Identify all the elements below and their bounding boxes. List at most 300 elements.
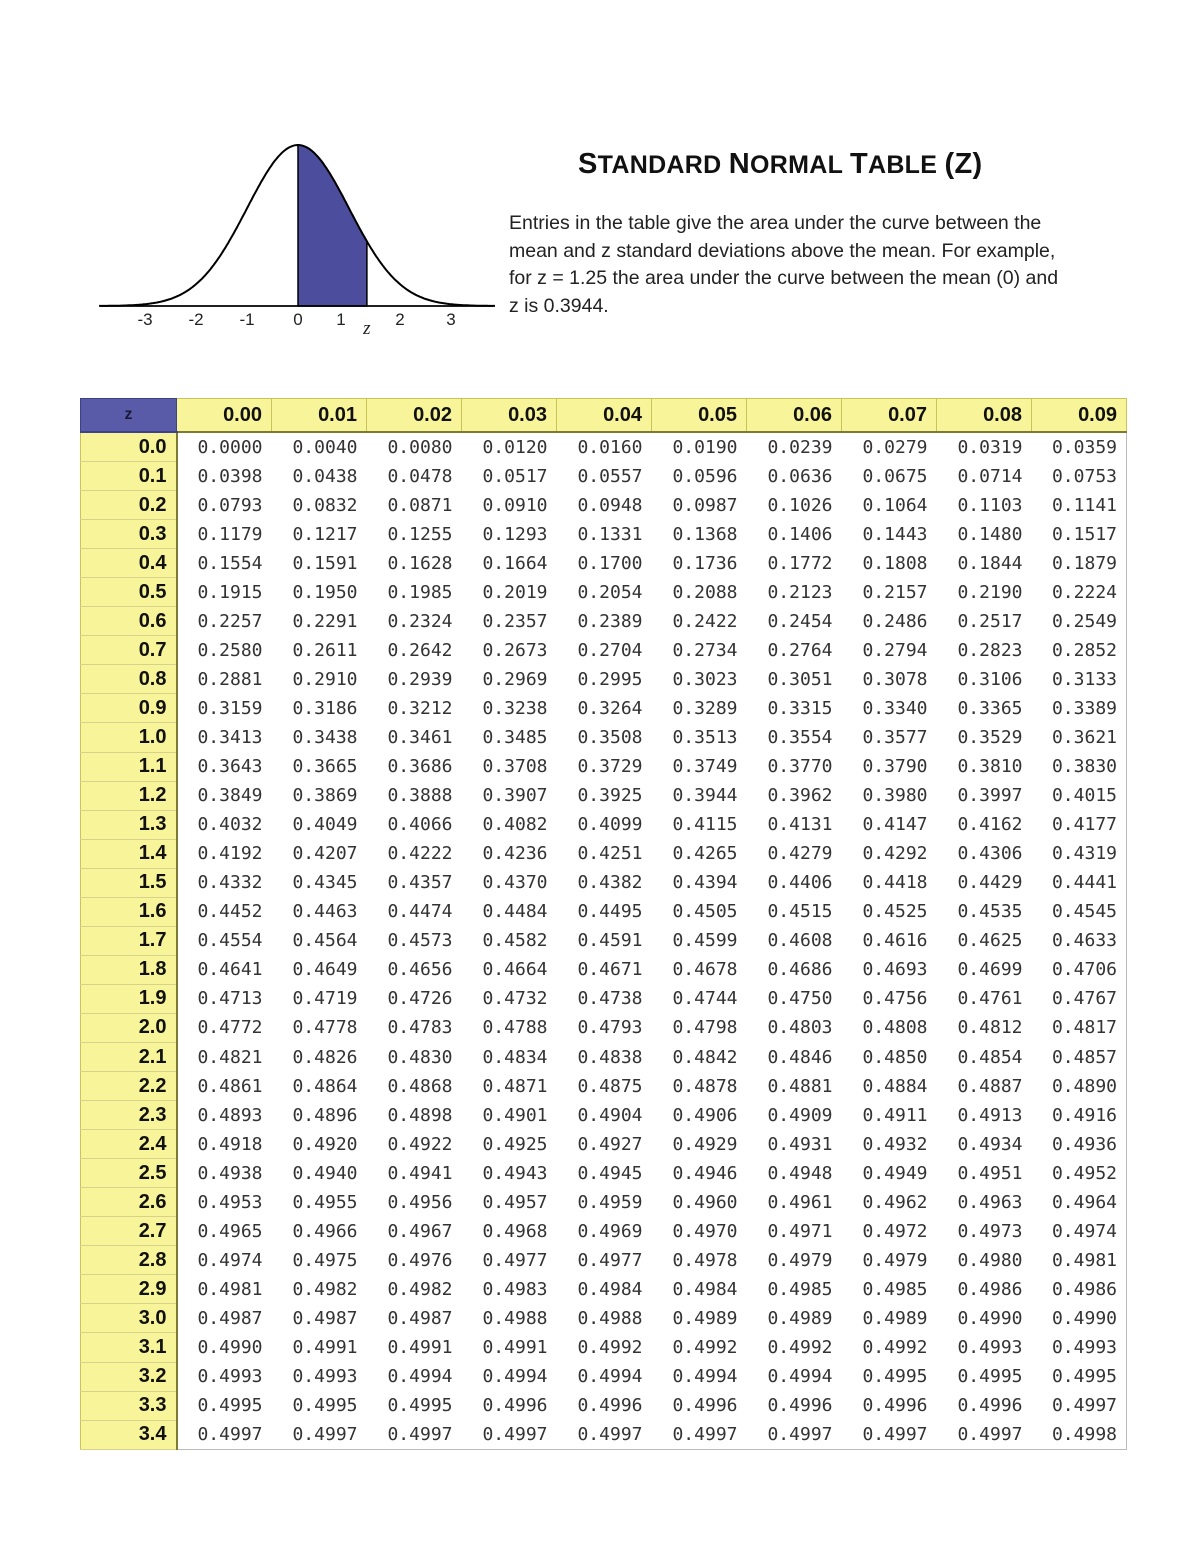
table-cell: 0.2291	[292, 610, 358, 632]
table-cell: 0.4991	[387, 1336, 453, 1358]
table-cell: 0.0793	[197, 494, 263, 516]
table-cell: 0.4279	[767, 843, 833, 865]
table-cell: 0.0910	[482, 494, 548, 516]
table-row	[81, 549, 1127, 578]
table-cell: 0.3869	[292, 785, 358, 807]
table-cell: 0.0040	[292, 436, 358, 458]
table-cell: 0.4332	[197, 872, 263, 894]
table-cell: 0.4382	[577, 872, 643, 894]
table-cell: 0.4916	[1032, 1101, 1127, 1130]
table-cell: 0.4671	[577, 959, 643, 981]
table-cell: 0.2580	[197, 639, 263, 661]
row-header: 1.4	[81, 839, 177, 868]
table-cell: 0.4990	[197, 1336, 263, 1358]
table-cell: 0.4971	[767, 1220, 833, 1242]
row-header: 1.7	[81, 926, 177, 955]
table-row	[81, 694, 1127, 723]
table-cell: 0.0080	[387, 436, 453, 458]
table-cell: 0.1591	[292, 552, 358, 574]
table-cell: 0.3186	[292, 697, 358, 719]
table-row	[81, 955, 1127, 984]
table-cell: 0.0120	[482, 436, 548, 458]
table-cell: 0.3461	[387, 726, 453, 748]
row-header: 1.8	[81, 955, 177, 984]
table-cell: 0.0636	[767, 465, 833, 487]
table-cell: 0.2422	[672, 610, 738, 632]
table-cell: 0.4996	[862, 1395, 928, 1417]
axis-tick-label: -3	[137, 310, 153, 329]
table-cell: 0.4965	[197, 1220, 263, 1242]
table-cell: 0.0596	[672, 465, 738, 487]
table-cell: 0.4975	[292, 1249, 358, 1271]
table-cell: 0.4649	[292, 959, 358, 981]
row-header: 0.2	[81, 491, 177, 520]
table-cell: 0.2257	[197, 610, 263, 632]
table-row	[81, 897, 1127, 926]
table-cell: 0.4995	[197, 1395, 263, 1417]
table-cell: 0.4955	[292, 1191, 358, 1213]
table-cell: 0.2611	[292, 639, 358, 661]
table-cell: 0.1879	[1032, 549, 1127, 578]
table-cell: 0.2549	[1032, 607, 1127, 636]
table-cell: 0.4306	[957, 843, 1023, 865]
table-cell: 0.2734	[672, 639, 738, 661]
table-cell: 0.4993	[197, 1366, 263, 1388]
row-header: 0.7	[81, 636, 177, 665]
table-cell: 0.4922	[387, 1133, 453, 1155]
table-cell: 0.4987	[197, 1307, 263, 1329]
table-row	[81, 1072, 1127, 1101]
table-cell: 0.2764	[767, 639, 833, 661]
table-row	[81, 1042, 1127, 1071]
table-cell: 0.3078	[862, 668, 928, 690]
table-cell: 0.4066	[387, 814, 453, 836]
table-cell: 0.4495	[577, 901, 643, 923]
row-header: 2.0	[81, 1013, 177, 1042]
table-cell: 0.2881	[197, 668, 263, 690]
table-cell: 0.4970	[672, 1220, 738, 1242]
row-header: 0.3	[81, 520, 177, 549]
table-cell: 0.3944	[672, 785, 738, 807]
table-cell: 0.2852	[1032, 636, 1127, 665]
table-cell: 0.1368	[672, 523, 738, 545]
row-header: 2.8	[81, 1246, 177, 1275]
table-cell: 0.4463	[292, 901, 358, 923]
table-cell: 0.4949	[862, 1162, 928, 1184]
column-header: 0.06	[747, 399, 842, 433]
table-cell: 0.4925	[482, 1133, 548, 1155]
table-cell: 0.4761	[957, 988, 1023, 1010]
table-cell: 0.4932	[862, 1133, 928, 1155]
table-cell: 0.4962	[862, 1191, 928, 1213]
table-cell: 0.2324	[387, 610, 453, 632]
table-row	[81, 1101, 1127, 1130]
table-cell: 0.4909	[767, 1104, 833, 1126]
table-cell: 0.4964	[1032, 1188, 1127, 1217]
table-cell: 0.4236	[482, 843, 548, 865]
table-cell: 0.4871	[482, 1075, 548, 1097]
axis-tick-label: -2	[188, 310, 204, 329]
table-cell: 0.4732	[482, 988, 548, 1010]
table-cell: 0.0832	[292, 494, 358, 516]
table-cell: 0.2794	[862, 639, 928, 661]
table-cell: 0.4973	[957, 1220, 1023, 1242]
table-cell: 0.4997	[652, 1420, 747, 1449]
table-cell: 0.4969	[577, 1220, 643, 1242]
table-cell: 0.2704	[577, 639, 643, 661]
table-cell: 0.4015	[1032, 781, 1127, 810]
table-cell: 0.4881	[767, 1075, 833, 1097]
table-cell: 0.4515	[767, 901, 833, 923]
table-cell: 0.4864	[292, 1075, 358, 1097]
table-cell: 0.2486	[862, 610, 928, 632]
table-cell: 0.4953	[197, 1191, 263, 1213]
table-cell: 0.4993	[1032, 1333, 1127, 1362]
table-cell: 0.4985	[767, 1278, 833, 1300]
table-cell: 0.4131	[767, 814, 833, 836]
table-cell: 0.0714	[957, 465, 1023, 487]
table-cell: 0.4850	[862, 1046, 928, 1068]
normal-curve-figure	[95, 135, 495, 370]
table-cell: 0.4767	[1032, 984, 1127, 1013]
table-cell: 0.4817	[1032, 1013, 1127, 1042]
table-cell: 0.4998	[1032, 1420, 1127, 1449]
table-cell: 0.4951	[957, 1162, 1023, 1184]
table-cell: 0.1664	[482, 552, 548, 574]
table-cell: 0.1026	[767, 494, 833, 516]
table-cell: 0.1217	[292, 523, 358, 545]
table-cell: 0.4783	[387, 1017, 453, 1039]
row-header: 1.6	[81, 897, 177, 926]
table-cell: 0.0517	[482, 465, 548, 487]
table-cell: 0.4996	[767, 1395, 833, 1417]
table-cell: 0.4429	[957, 872, 1023, 894]
table-cell: 0.4996	[957, 1395, 1023, 1417]
table-row	[81, 1333, 1127, 1362]
row-header: 3.1	[81, 1333, 177, 1362]
table-cell: 0.4986	[957, 1278, 1023, 1300]
table-row	[81, 926, 1127, 955]
table-cell: 0.4861	[197, 1075, 263, 1097]
table-cell: 0.4997	[937, 1420, 1032, 1449]
table-cell: 0.4032	[197, 814, 263, 836]
table-cell: 0.4945	[577, 1162, 643, 1184]
table-cell: 0.0000	[197, 436, 263, 458]
table-cell: 0.0190	[672, 436, 738, 458]
table-cell: 0.4990	[1032, 1304, 1127, 1333]
table-cell: 0.4896	[292, 1104, 358, 1126]
table-cell: 0.4996	[672, 1395, 738, 1417]
table-row	[81, 520, 1127, 549]
table-cell: 0.2673	[482, 639, 548, 661]
column-header: 0.05	[652, 399, 747, 433]
table-cell: 0.3340	[862, 697, 928, 719]
column-header: 0.04	[557, 399, 652, 433]
table-cell: 0.4972	[862, 1220, 928, 1242]
table-cell: 0.4929	[672, 1133, 738, 1155]
table-cell: 0.4049	[292, 814, 358, 836]
table-cell: 0.4573	[387, 930, 453, 952]
table-cell: 0.4983	[482, 1278, 548, 1300]
table-cell: 0.3289	[672, 697, 738, 719]
table-cell: 0.4984	[672, 1278, 738, 1300]
table-cell: 0.0239	[767, 436, 833, 458]
table-cell: 0.4991	[292, 1336, 358, 1358]
table-cell: 0.1255	[387, 523, 453, 545]
table-cell: 0.4920	[292, 1133, 358, 1155]
table-cell: 0.4989	[672, 1307, 738, 1329]
table-cell: 0.4699	[957, 959, 1023, 981]
table-cell: 0.4192	[197, 843, 263, 865]
axis-tick-label: -1	[239, 310, 255, 329]
table-row	[81, 984, 1127, 1013]
table-row	[81, 462, 1127, 491]
table-header-row	[81, 399, 1127, 433]
table-cell: 0.2454	[767, 610, 833, 632]
table-cell: 0.4986	[1032, 1275, 1127, 1304]
table-cell: 0.4319	[1032, 839, 1127, 868]
row-header: 0.4	[81, 549, 177, 578]
table-cell: 0.4940	[292, 1162, 358, 1184]
table-row	[81, 1420, 1127, 1449]
table-cell: 0.4406	[767, 872, 833, 894]
table-row	[81, 723, 1127, 752]
row-header: 1.5	[81, 868, 177, 897]
table-cell: 0.1915	[197, 581, 263, 603]
table-cell: 0.3315	[767, 697, 833, 719]
table-cell: 0.4545	[1032, 897, 1127, 926]
table-cell: 0.0753	[1032, 462, 1127, 491]
table-cell: 0.2054	[577, 581, 643, 603]
table-cell: 0.4906	[672, 1104, 738, 1126]
table-cell: 0.4956	[387, 1191, 453, 1213]
row-header: 0.8	[81, 665, 177, 694]
table-cell: 0.4821	[197, 1046, 263, 1068]
table-cell: 0.4980	[957, 1249, 1023, 1271]
table-row	[81, 1391, 1127, 1420]
table-cell: 0.4957	[482, 1191, 548, 1213]
table-cell: 0.4948	[767, 1162, 833, 1184]
table-cell: 0.1179	[197, 523, 263, 545]
row-header: 3.3	[81, 1391, 177, 1420]
table-cell: 0.4918	[197, 1133, 263, 1155]
table-cell: 0.0359	[1032, 432, 1127, 462]
table-cell: 0.4989	[767, 1307, 833, 1329]
table-row	[81, 1362, 1127, 1391]
table-cell: 0.4952	[1032, 1159, 1127, 1188]
table-cell: 0.4994	[387, 1366, 453, 1388]
table-row	[81, 1246, 1127, 1275]
table-cell: 0.4934	[957, 1133, 1023, 1155]
row-header: 2.2	[81, 1072, 177, 1101]
table-cell: 0.1554	[197, 552, 263, 574]
table-cell: 0.4946	[672, 1162, 738, 1184]
table-cell: 0.4890	[1032, 1072, 1127, 1101]
axis-tick-label: 0	[293, 310, 303, 329]
table-cell: 0.3749	[672, 756, 738, 778]
table-cell: 0.4719	[292, 988, 358, 1010]
table-cell: 0.4992	[672, 1336, 738, 1358]
row-header: 1.0	[81, 723, 177, 752]
row-header: 0.6	[81, 607, 177, 636]
table-cell: 0.4846	[767, 1046, 833, 1068]
table-cell: 0.0160	[577, 436, 643, 458]
row-header: 0.9	[81, 694, 177, 723]
table-cell: 0.4943	[482, 1162, 548, 1184]
table-cell: 0.4961	[767, 1191, 833, 1213]
table-cell: 0.4878	[672, 1075, 738, 1097]
row-header: 2.4	[81, 1130, 177, 1159]
table-cell: 0.4222	[387, 843, 453, 865]
table-cell: 0.4989	[862, 1307, 928, 1329]
table-cell: 0.4995	[862, 1366, 928, 1388]
table-cell: 0.4656	[387, 959, 453, 981]
table-cell: 0.4992	[862, 1336, 928, 1358]
table-body	[81, 432, 1127, 1449]
table-cell: 0.4993	[292, 1366, 358, 1388]
table-cell: 0.4982	[387, 1278, 453, 1300]
column-header: 0.02	[367, 399, 462, 433]
table-cell: 0.2123	[767, 581, 833, 603]
table-cell: 0.3133	[1032, 665, 1127, 694]
table-cell: 0.3770	[767, 756, 833, 778]
z-table	[80, 398, 1127, 1450]
table-cell: 0.4979	[767, 1249, 833, 1271]
table-cell: 0.4968	[482, 1220, 548, 1242]
table-cell: 0.4997	[557, 1420, 652, 1449]
table-cell: 0.4904	[577, 1104, 643, 1126]
table-row	[81, 810, 1127, 839]
table-cell: 0.4756	[862, 988, 928, 1010]
table-cell: 0.1772	[767, 552, 833, 574]
table-row	[81, 607, 1127, 636]
table-cell: 0.4974	[1032, 1217, 1127, 1246]
table-cell: 0.4726	[387, 988, 453, 1010]
table-row	[81, 1304, 1127, 1333]
table-row	[81, 1188, 1127, 1217]
table-cell: 0.1406	[767, 523, 833, 545]
axis-tick-label: 1	[336, 310, 346, 329]
table-cell: 0.4147	[862, 814, 928, 836]
table-cell: 0.4988	[482, 1307, 548, 1329]
row-header: 1.3	[81, 810, 177, 839]
table-cell: 0.3159	[197, 697, 263, 719]
table-row	[81, 1217, 1127, 1246]
table-cell: 0.1844	[957, 552, 1023, 574]
table-cell: 0.4984	[577, 1278, 643, 1300]
table-cell: 0.4812	[957, 1017, 1023, 1039]
table-cell: 0.3810	[957, 756, 1023, 778]
table-cell: 0.1808	[862, 552, 928, 574]
table-cell: 0.4826	[292, 1046, 358, 1068]
row-header: 3.0	[81, 1304, 177, 1333]
table-cell: 0.4633	[1032, 926, 1127, 955]
table-cell: 0.3264	[577, 697, 643, 719]
table-cell: 0.3686	[387, 756, 453, 778]
table-cell: 0.4979	[862, 1249, 928, 1271]
table-cell: 0.4693	[862, 959, 928, 981]
axis-ticks	[137, 310, 455, 339]
table-cell: 0.4834	[482, 1046, 548, 1068]
table-cell: 0.0871	[387, 494, 453, 516]
row-header: 2.9	[81, 1275, 177, 1304]
table-cell: 0.2389	[577, 610, 643, 632]
table-cell: 0.4554	[197, 930, 263, 952]
row-header: 0.5	[81, 578, 177, 607]
table-cell: 0.4772	[197, 1017, 263, 1039]
table-cell: 0.4838	[577, 1046, 643, 1068]
table-cell: 0.0675	[862, 465, 928, 487]
table-cell: 0.4535	[957, 901, 1023, 923]
table-cell: 0.4857	[1032, 1042, 1127, 1071]
table-cell: 0.4641	[197, 959, 263, 981]
table-row	[81, 1275, 1127, 1304]
table-cell: 0.4994	[482, 1366, 548, 1388]
table-cell: 0.3980	[862, 785, 928, 807]
table-row	[81, 491, 1127, 520]
table-cell: 0.0398	[197, 465, 263, 487]
table-cell: 0.4505	[672, 901, 738, 923]
table-cell: 0.4997	[367, 1420, 462, 1449]
table-cell: 0.3790	[862, 756, 928, 778]
table-cell: 0.4977	[577, 1249, 643, 1271]
column-header: 0.01	[272, 399, 367, 433]
table-cell: 0.3997	[957, 785, 1023, 807]
table-cell: 0.4893	[197, 1104, 263, 1126]
table-cell: 0.4992	[767, 1336, 833, 1358]
column-header: 0.08	[937, 399, 1032, 433]
table-cell: 0.4936	[1032, 1130, 1127, 1159]
table-cell: 0.4887	[957, 1075, 1023, 1097]
table-cell: 0.4207	[292, 843, 358, 865]
table-cell: 0.4803	[767, 1017, 833, 1039]
table-cell: 0.4898	[387, 1104, 453, 1126]
table-cell: 0.3925	[577, 785, 643, 807]
table-cell: 0.1517	[1032, 520, 1127, 549]
table-cell: 0.4582	[482, 930, 548, 952]
table-cell: 0.4996	[577, 1395, 643, 1417]
table-cell: 0.3888	[387, 785, 453, 807]
table-cell: 0.0438	[292, 465, 358, 487]
table-cell: 0.4994	[767, 1366, 833, 1388]
z-header-cell: z	[81, 399, 177, 433]
table-row	[81, 868, 1127, 897]
table-cell: 0.4830	[387, 1046, 453, 1068]
table-cell: 0.3577	[862, 726, 928, 748]
table-cell: 0.4177	[1032, 810, 1127, 839]
table-cell: 0.4938	[197, 1162, 263, 1184]
row-header: 3.4	[81, 1420, 177, 1449]
normal-curve-svg	[95, 135, 495, 370]
table-row	[81, 839, 1127, 868]
table-cell: 0.4960	[672, 1191, 738, 1213]
table-cell: 0.4982	[292, 1278, 358, 1300]
table-cell: 0.4738	[577, 988, 643, 1010]
table-cell: 0.3508	[577, 726, 643, 748]
row-header: 0.0	[81, 432, 177, 462]
table-cell: 0.4484	[482, 901, 548, 923]
table-cell: 0.3413	[197, 726, 263, 748]
table-cell: 0.4664	[482, 959, 548, 981]
table-cell: 0.4793	[577, 1017, 643, 1039]
table-cell: 0.4927	[577, 1133, 643, 1155]
table-cell: 0.4988	[577, 1307, 643, 1329]
table-cell: 0.3513	[672, 726, 738, 748]
table-cell: 0.2910	[292, 668, 358, 690]
row-header: 2.7	[81, 1217, 177, 1246]
row-header: 1.1	[81, 752, 177, 781]
table-cell: 0.4987	[292, 1307, 358, 1329]
